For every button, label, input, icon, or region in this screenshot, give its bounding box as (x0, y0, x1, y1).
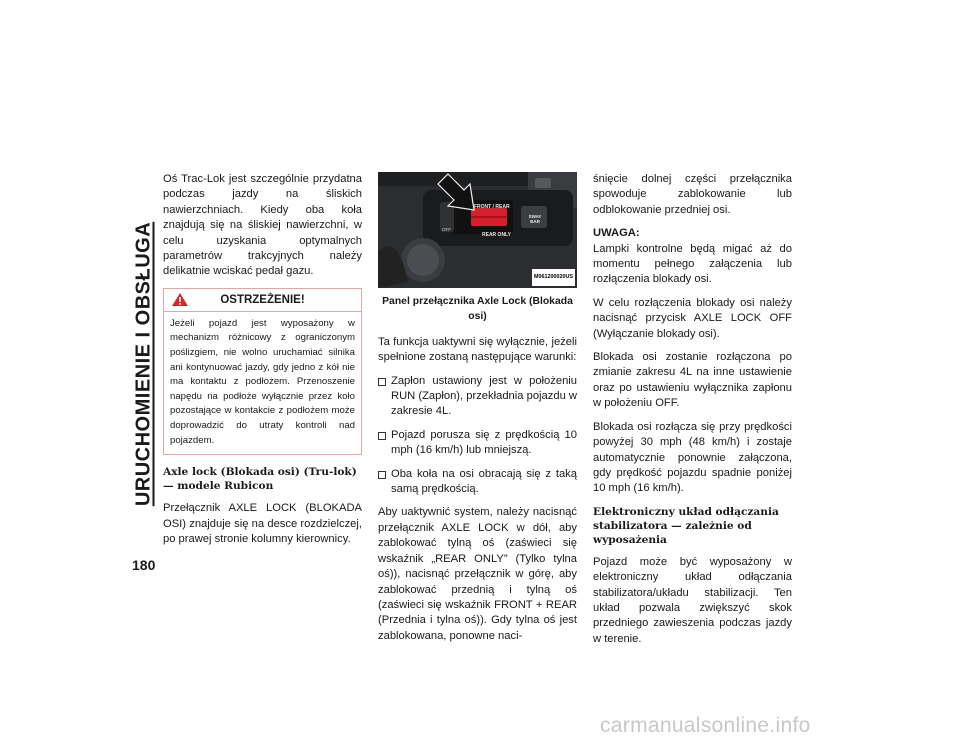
paragraph: Przełącznik AXLE LOCK (BLOKADA OSI) znajduje się na desce rozdzielczej, po prawej stronie kolumny kierownicy. (163, 502, 362, 545)
list-item-text: Pojazd porusza się z prędkością 10 mph (16 km/h) lub mniejszą. (391, 428, 577, 457)
note-text: Lampki kontrolne będą migać aż do momentu pełnego załączenia lub rozłączenia blokady osi. (593, 242, 792, 286)
list-item (378, 467, 577, 498)
condition-list (378, 374, 577, 498)
section-heading: Axle lock (Blokada osi) (Tru-lok) — modele Rubicon (163, 466, 357, 493)
square-bullet-icon (378, 471, 386, 479)
list-item (378, 428, 577, 459)
paragraph: śnięcie dolnej części przełącznika spowoduje zablokowanie lub odblokowanie przedniej osi. (593, 173, 792, 216)
switch-label-right: SWAY BAR (528, 214, 542, 224)
switch-label-left: OFF (442, 227, 451, 232)
switch-label-bottom: REAR ONLY (482, 232, 511, 238)
warning-text: Jeżeli pojazd jest wyposażony w mechanizm różnicowy z ograniczonym poślizgiem, nie wolno uruchamiać silnika ani kontynuować jazdy, gdy jedno z kół nie ma kontaktu z podłożem. Przenoszenie napędu na podłoże wyłącznie przez koło pozostające w kontakcie z podłożem może doprowadzić do utraty kontroli nad pojazdem. (170, 317, 355, 446)
section-title (128, 160, 160, 568)
page-number: 180 (132, 557, 156, 573)
list-item-text: Oba koła na osi obracają się z taką samą prędkością. (391, 467, 577, 496)
paragraph: W celu rozłączenia blokady osi należy nacisnąć przycisk AXLE LOCK OFF (Wyłączanie blokady osi). (593, 296, 792, 340)
paragraph: Aby uaktywnić system, należy nacisnąć przełącznik AXLE LOCK w dół, aby zablokować tylną oś (zaświeci się wskaźnik „REAR ONLY” (Tylko tylna oś)), nacisnąć przełącznik w górę, aby zablokować przednią i tylną oś (zaświeci się wskaźnik FRONT + REAR (Przednia i tylna oś)). Gdy tylna oś jest zablokowana, ponowne naci- (378, 506, 577, 642)
note-label: UWAGA: (593, 227, 640, 240)
square-bullet-icon (378, 432, 386, 440)
figure-caption: Panel przełącznika Axle Lock (Blokada osi) (382, 296, 573, 323)
axle-lock-switch-photo (378, 172, 577, 288)
warning-title: OSTRZEŻENIE! (220, 293, 305, 306)
watermark: carmanualsonline.info (600, 714, 811, 737)
paragraph: Ta funkcja uaktywni się wyłącznie, jeżeli spełnione zostaną następujące warunki: (378, 335, 577, 364)
section-title-text: URUCHOMIENIE I OBSŁUGA (132, 221, 155, 507)
section-heading: Elektroniczny układ odłączania stabilizatora — zależnie od wyposażenia (593, 505, 779, 546)
list-item-text: Zapłon ustawiony jest w położeniu RUN (Zapłon), przekładnia pojazdu w zakresie 4L. (391, 374, 577, 418)
figure-code: M061200020US (532, 269, 575, 286)
paragraph: Pojazd może być wyposażony w elektroniczny układ odłączania stabilizatora/układu stabilizacji. Ten układ pozwala zwiększyć skok przedniego zawieszenia podczas jazdy w terenie. (593, 555, 792, 645)
paragraph: Blokada osi zostanie rozłączona po zmianie zakresu 4L na inne ustawienie oraz po ustawieniu wyłącznika zapłonu w położeniu OFF. (593, 351, 792, 410)
square-bullet-icon (378, 378, 386, 386)
column-2 (378, 172, 577, 652)
switch-label-top: FRONT / REAR (474, 204, 510, 210)
note (593, 226, 792, 288)
paragraph: Blokada osi rozłącza się przy prędkości powyżej 30 mph (48 km/h) i zostaje automatycznie ponownie załączona, gdy prędkość pojazdu spadnie poniżej 10 mph (16 km/h). (593, 420, 792, 495)
list-item (378, 374, 577, 420)
warning-box (163, 288, 362, 455)
column-3 (593, 172, 792, 655)
warning-header (164, 289, 361, 312)
paragraph: Oś Trac-Lok jest szczególnie przydatna podczas jazdy na śliskich nawierzchniach. Kiedy oba koła znajdują się na śliskiej nawierzchni, w celu uzyskania optymalnych parametrów trakcyjnych należy delikatnie wciskać pedał gazu. (163, 173, 362, 278)
column-1 (163, 172, 362, 555)
